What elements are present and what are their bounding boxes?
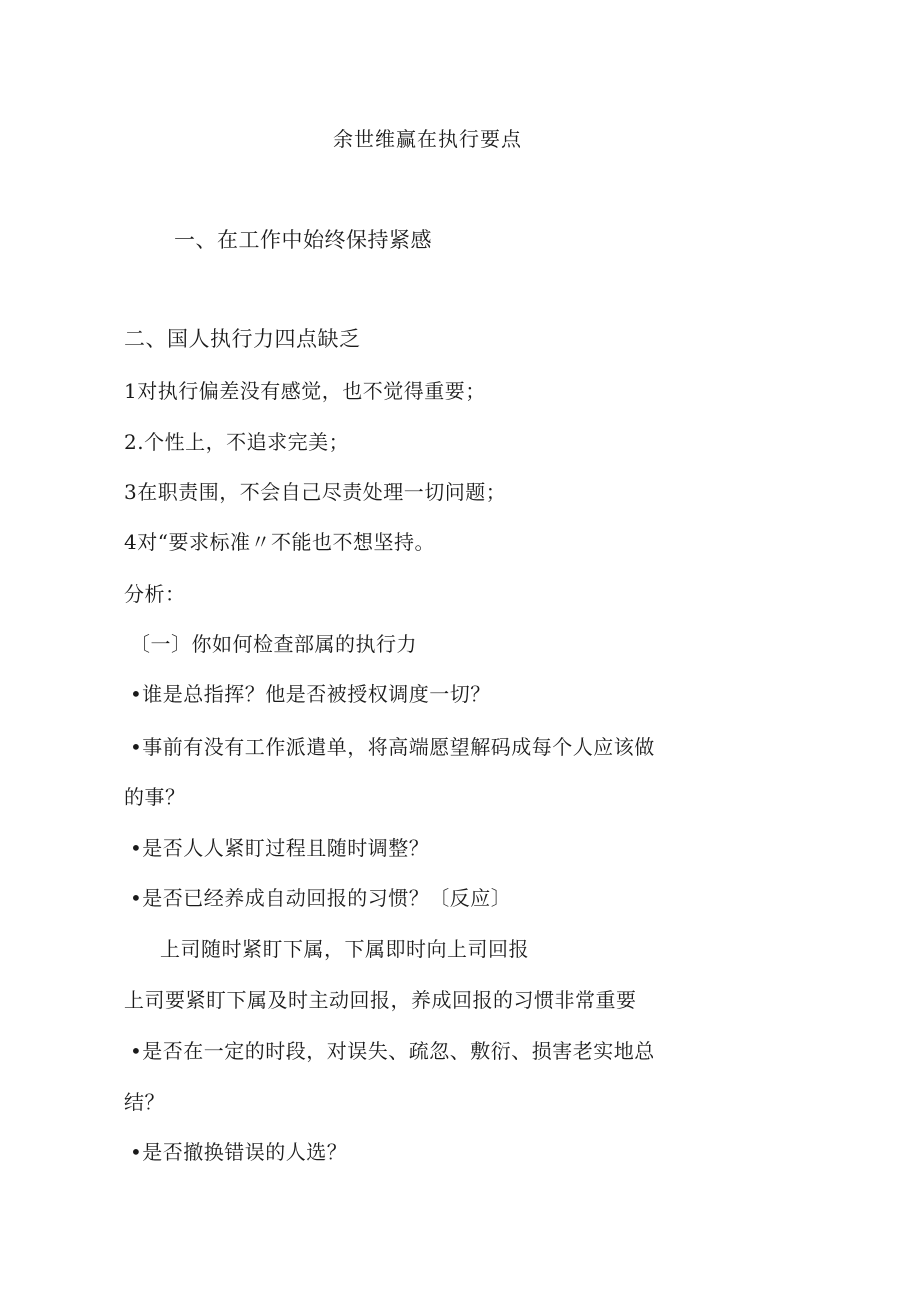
bullet-item-3: •是否人人紧盯过程且随时调整？ xyxy=(130,836,430,860)
list-item-1: 1对执行偏差没有感觉，也不觉得重要； xyxy=(124,379,486,403)
document-title: 余世维赢在执行要点 xyxy=(333,127,522,151)
bullet-item-5-line1: •是否在一定的时段，对误失、疏忽、敷衍、损害老实地总 xyxy=(130,1039,655,1063)
bullet-item-5-line2: 结？ xyxy=(124,1090,165,1114)
bullet-item-1: •谁是总指挥？他是否被授权调度一切？ xyxy=(130,682,491,706)
analysis-label: 分析： xyxy=(124,582,186,606)
list-item-2: 2.个性上，不追求完美； xyxy=(124,430,350,454)
section-heading-1: 一、在工作中始终保持紧感 xyxy=(174,228,432,252)
note-line-2: 上司要紧盯下属及时主动回报，养成回报的习惯非常重要 xyxy=(124,988,637,1012)
note-line-1: 上司随时紧盯下属，下属即时向上司回报 xyxy=(160,937,529,961)
section-heading-2: 二、国人执行力四点缺乏 xyxy=(124,327,361,351)
list-item-3: 3在职责围，不会自己尽责处理一切问题； xyxy=(124,480,507,504)
subsection-heading-1: 〔一〕你如何检查部属的执行力 xyxy=(130,632,417,656)
bullet-item-4: •是否已经养成自动回报的习惯？〔反应〕 xyxy=(130,886,512,910)
bullet-item-6: •是否撤换错误的人选？ xyxy=(130,1140,348,1164)
list-item-4: 4对“要求标准〃不能也不想坚持。 xyxy=(124,530,435,554)
bullet-item-2-line1: •事前有没有工作派遣单，将高端愿望解码成每个人应该做 xyxy=(130,735,655,759)
bullet-item-2-line2: 的事？ xyxy=(124,785,186,809)
